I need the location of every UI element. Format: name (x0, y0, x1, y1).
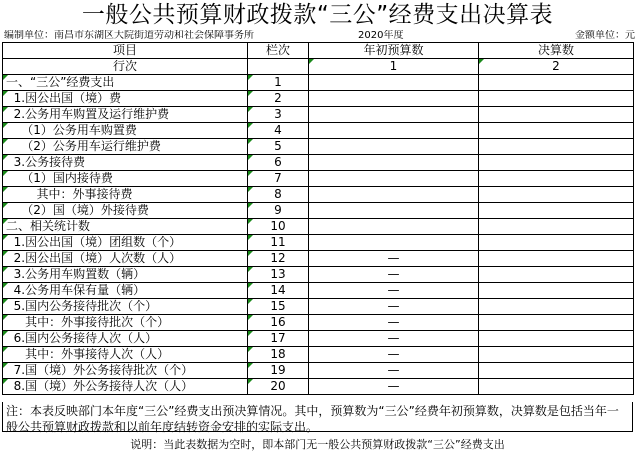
table-row (3, 267, 634, 283)
table-row (3, 235, 634, 251)
row-final (479, 139, 634, 155)
index-final-no: 2 (479, 59, 634, 75)
row-label: 1.因公出国（境）费 (3, 91, 248, 107)
row-final (479, 347, 634, 363)
row-label: 2.因公出国（境）人次数（人） (3, 251, 248, 267)
table-row (3, 203, 634, 219)
empty-description: 说明：当此表数据为空时，即本部门无一般公共预算财政拨款“三公”经费支出 (130, 438, 505, 451)
table-row (3, 139, 634, 155)
row-final (479, 91, 634, 107)
row-budget: — (309, 379, 479, 395)
row-number: 19 (248, 363, 309, 379)
row-final (479, 283, 634, 299)
row-label: 3.公务接待费 (3, 155, 248, 171)
row-final (479, 379, 634, 395)
row-label: 6.国内公务接待人次（人） (3, 331, 248, 347)
row-number: 1 (248, 75, 309, 91)
table-row (3, 283, 634, 299)
row-final (479, 107, 634, 123)
row-final (479, 171, 634, 187)
row-budget: — (309, 315, 479, 331)
row-budget (309, 171, 479, 187)
row-final (479, 219, 634, 235)
table-row (3, 155, 634, 171)
row-budget: — (309, 363, 479, 379)
row-final (479, 235, 634, 251)
row-budget (309, 91, 479, 107)
row-number: 13 (248, 267, 309, 283)
row-number: 15 (248, 299, 309, 315)
table-row (3, 331, 634, 347)
row-budget (309, 235, 479, 251)
row-number: 10 (248, 219, 309, 235)
row-final (479, 363, 634, 379)
row-number: 18 (248, 347, 309, 363)
row-final (479, 155, 634, 171)
header-row (3, 43, 634, 59)
row-label: 3.公务用车购置数（辆） (3, 267, 248, 283)
row-number: 5 (248, 139, 309, 155)
row-budget (309, 203, 479, 219)
row-final (479, 299, 634, 315)
row-final (479, 251, 634, 267)
row-budget: — (309, 267, 479, 283)
row-label: 1.因公出国（境）团组数（个） (3, 235, 248, 251)
table-row (3, 315, 634, 331)
row-final (479, 267, 634, 283)
row-label: 二、相关统计数 (3, 219, 248, 235)
row-budget: — (309, 251, 479, 267)
row-label: 其中：外事接待费 (3, 187, 248, 203)
table-row (3, 379, 634, 395)
row-number: 4 (248, 123, 309, 139)
index-blank (248, 59, 309, 75)
row-budget (309, 107, 479, 123)
row-number: 8 (248, 187, 309, 203)
row-number: 2 (248, 91, 309, 107)
row-number: 14 (248, 283, 309, 299)
row-number: 11 (248, 235, 309, 251)
row-budget (309, 139, 479, 155)
row-number: 3 (248, 107, 309, 123)
index-budget-no: 1 (309, 59, 479, 75)
expenditure-table (2, 42, 634, 395)
row-budget: — (309, 331, 479, 347)
table-row (3, 347, 634, 363)
row-label: 4.公务用车保有量（辆） (3, 283, 248, 299)
table-row (3, 363, 634, 379)
row-number: 12 (248, 251, 309, 267)
table-row (3, 187, 634, 203)
table-note: 注：本表反映部门本年度“三公”经费支出预决算情况。其中，预算数为“三公”经费年初预算数，决算数是包括当年一般公共预算财政拨款和以前年度结转资金安排的实际支出。 (2, 402, 633, 432)
row-number: 9 (248, 203, 309, 219)
row-budget (309, 155, 479, 171)
row-budget (309, 219, 479, 235)
row-label: （2）公务用车运行维护费 (3, 139, 248, 155)
row-label: 8.国（境）外公务接待人次（人） (3, 379, 248, 395)
row-number: 7 (248, 171, 309, 187)
row-budget (309, 75, 479, 91)
row-label: （2）国（境）外接待费 (3, 203, 248, 219)
table-row (3, 251, 634, 267)
index-row (3, 59, 634, 75)
row-label: （1）国内接待费 (3, 171, 248, 187)
page-title: 一般公共预算财政拨款“三公”经费支出决算表 (81, 2, 554, 28)
index-label: 行次 (3, 59, 248, 75)
row-budget (309, 123, 479, 139)
row-final (479, 123, 634, 139)
row-number: 6 (248, 155, 309, 171)
row-budget (309, 187, 479, 203)
table-row (3, 219, 634, 235)
row-final (479, 203, 634, 219)
table-row (3, 299, 634, 315)
compiling-unit: 编制单位：南昌市东湖区大院街道劳动和社会保障事务所 (4, 30, 254, 41)
row-budget: — (309, 347, 479, 363)
row-number: 16 (248, 315, 309, 331)
table-row (3, 107, 634, 123)
row-label: 7.国（境）外公务接待批次（个） (3, 363, 248, 379)
amount-unit: 金额单位：元 (575, 30, 635, 41)
row-number: 17 (248, 331, 309, 347)
row-budget: — (309, 299, 479, 315)
header-budget: 年初预算数 (309, 43, 479, 59)
row-budget: — (309, 283, 479, 299)
row-final (479, 315, 634, 331)
row-label: 其中：外事接待人次（人） (3, 347, 248, 363)
header-item: 项目 (3, 43, 248, 59)
row-label: 2.公务用车购置及运行维护费 (3, 107, 248, 123)
row-final (479, 75, 634, 91)
table-body (3, 43, 634, 395)
table-row (3, 123, 634, 139)
row-label: 5.国内公务接待批次（个） (3, 299, 248, 315)
row-label: 其中：外事接待批次（个） (3, 315, 248, 331)
row-label: 一、“三公”经费支出 (3, 75, 248, 91)
row-final (479, 331, 634, 347)
header-col-no: 栏次 (248, 43, 309, 59)
row-label: （1）公务用车购置费 (3, 123, 248, 139)
table-row (3, 171, 634, 187)
header-final: 决算数 (479, 43, 634, 59)
table-row (3, 75, 634, 91)
table-row (3, 91, 634, 107)
fiscal-year: 2020年度 (358, 30, 404, 41)
row-number: 20 (248, 379, 309, 395)
row-final (479, 187, 634, 203)
